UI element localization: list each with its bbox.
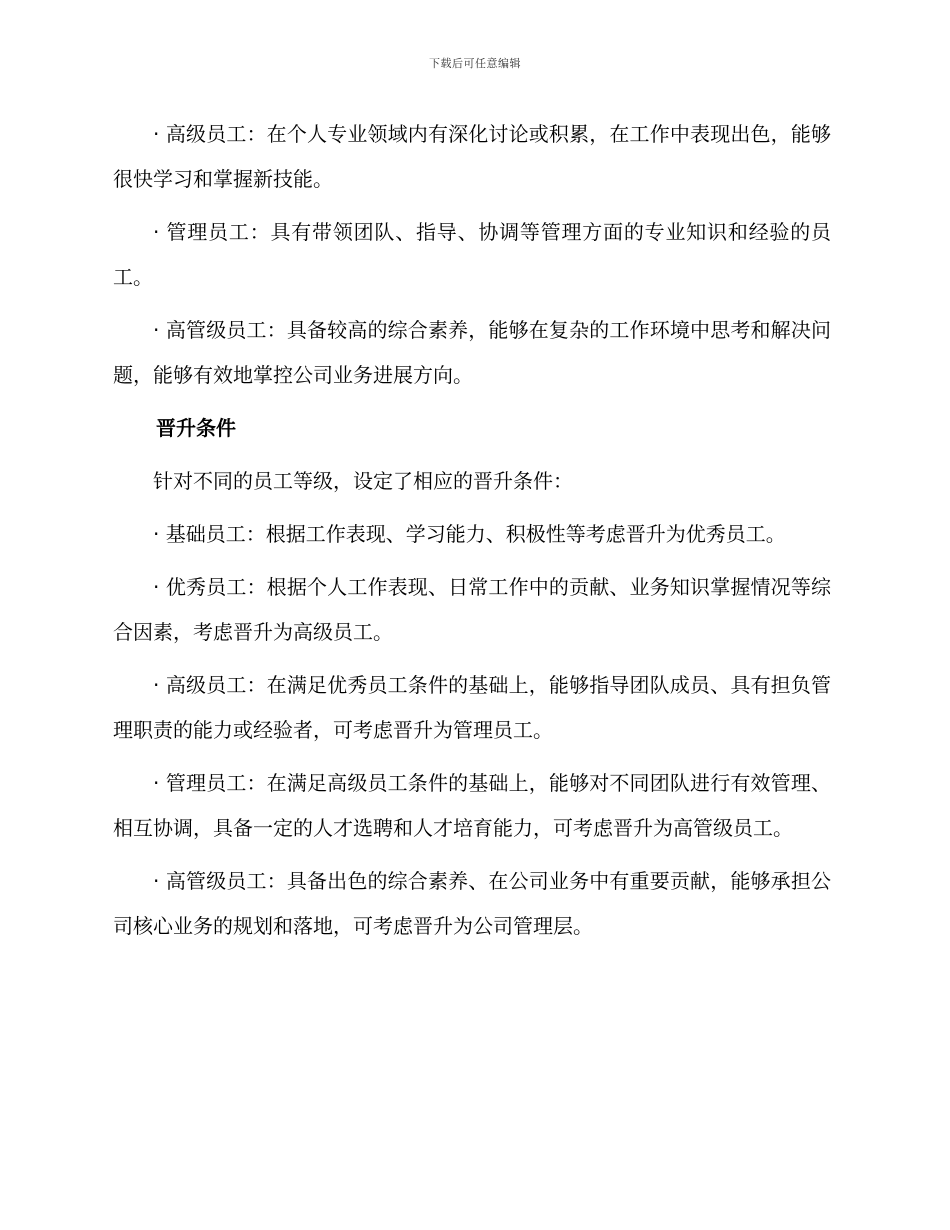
paragraph-senior-employee: · 高级员工：在个人专业领域内有深化讨论或积累，在工作中表现出色，能够很快学习和掌握新技能。 (113, 122, 831, 191)
paragraph-promotion-excellent: · 优秀员工：根据个人工作表现、日常工作中的贡献、业务知识掌握情况等综合因素，考虑晋升为高级员工。 (113, 575, 831, 644)
paragraph-management-employee: · 管理员工：具有带领团队、指导、协调等管理方面的专业知识和经验的员工。 (113, 220, 831, 289)
paragraph-executive-employee: · 高管级员工：具备较高的综合素养，能够在复杂的工作环境中思考和解决问题，能够有效地掌控公司业务进展方向。 (113, 318, 831, 387)
paragraph-promotion-management: · 管理员工：在满足高级员工条件的基础上，能够对不同团队进行有效管理、相互协调，具备一定的人才选聘和人才培育能力，可考虑晋升为高管级员工。 (113, 771, 831, 840)
paragraph-promotion-executive: · 高管级员工：具备出色的综合素养、在公司业务中有重要贡献，能够承担公司核心业务的规划和落地，可考虑晋升为公司管理层。 (113, 869, 831, 938)
document-body (113, 112, 831, 957)
header-note: 下载后可任意编辑 (429, 57, 521, 70)
paragraph-promotion-basic: · 基础员工：根据工作表现、学习能力、积极性等考虑晋升为优秀员工。 (153, 522, 786, 546)
paragraph-promotion-senior: · 高级员工：在满足优秀员工条件的基础上，能够指导团队成员、具有担负管理职责的能力或经验者，可考虑晋升为管理员工。 (113, 673, 831, 742)
paragraph-promotion-intro: 针对不同的员工等级，设定了相应的晋升条件： (153, 469, 573, 493)
section-heading-promotion: 晋升条件 (156, 416, 236, 440)
